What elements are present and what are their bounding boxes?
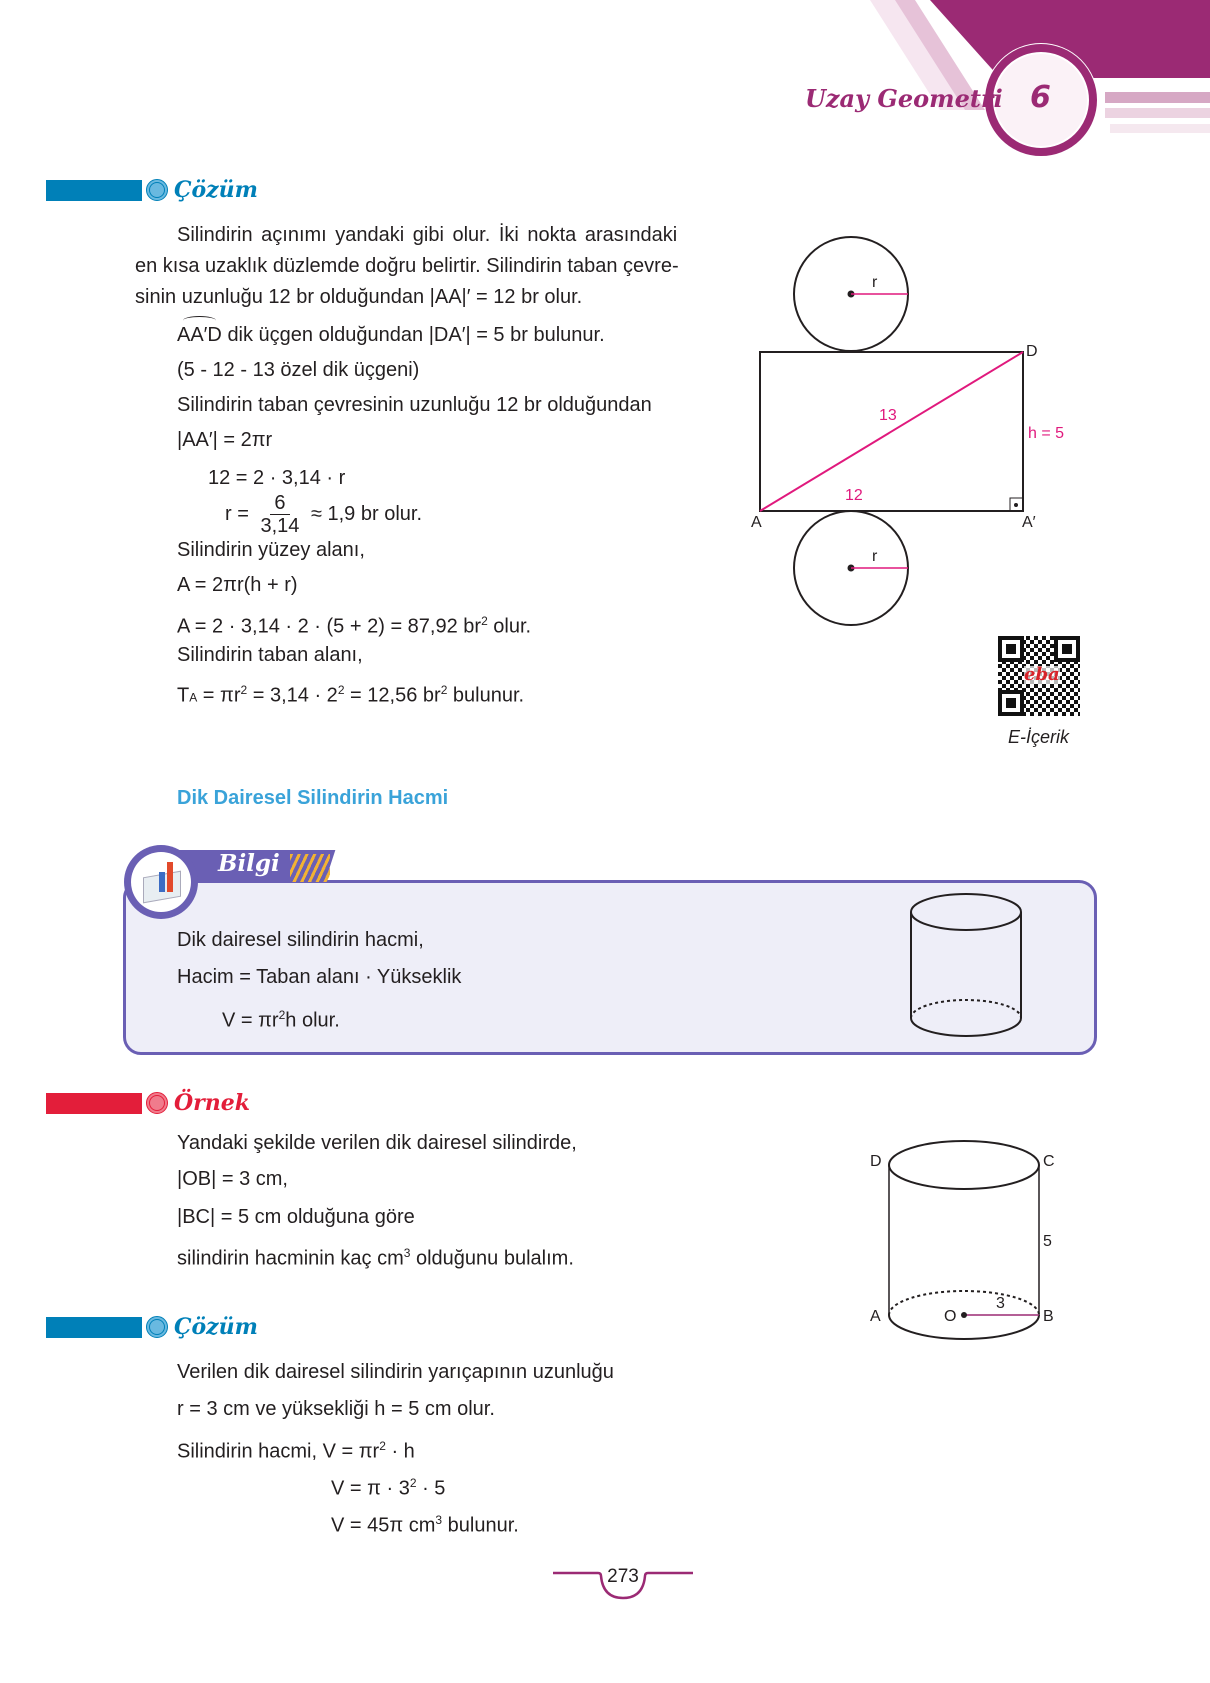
text-fragment: bulunur.: [442, 1514, 519, 1537]
point-label-o: O: [944, 1308, 957, 1325]
text-fragment: V = π · 3: [331, 1477, 410, 1500]
text-line: Silindirin taban çevresinin uzunluğu 12 br olduğundan: [177, 394, 652, 416]
diagonal-line: [760, 352, 1023, 511]
solution-header: [46, 177, 258, 203]
subscript: A: [189, 690, 198, 705]
exponent: 2: [440, 683, 448, 697]
example-header: [46, 1090, 250, 1116]
numerator: 6: [270, 492, 289, 515]
text-fragment: = 12,56 br: [344, 684, 441, 707]
text-fragment: · h: [385, 1440, 415, 1463]
text-line: |AA′| = 2πr: [177, 429, 273, 451]
solution-header: [46, 1314, 258, 1340]
text-fragment: olduğunu bulalım.: [410, 1247, 574, 1270]
bottom-ellipse-front: [889, 1315, 1039, 1339]
text-line: Dik dairesel silindirin hacmi,: [177, 929, 424, 951]
point-label-a: A: [870, 1308, 881, 1325]
text-fragment: h olur.: [285, 1009, 340, 1032]
target-icon: [146, 179, 168, 201]
point-label-d: D: [870, 1153, 882, 1170]
exponent: 2: [278, 1008, 286, 1022]
text-line: Silindirin taban alanı,: [177, 644, 363, 666]
e-content-caption[interactable]: E-İçerik: [1008, 727, 1070, 747]
center-point: [961, 1312, 967, 1318]
text-fragment: = 3,14 · 2: [247, 684, 338, 707]
section-label: Çözüm: [174, 1314, 258, 1340]
chapter-title: Uzay Geometri: [805, 84, 1003, 113]
exponent: 3: [435, 1513, 443, 1527]
text-line: |BC| = 5 cm olduğuna göre: [177, 1206, 415, 1228]
text-fragment: ≈ 1,9 br olur.: [310, 502, 423, 525]
chapter-number: 6: [1030, 80, 1051, 115]
text-line: en kısa uzaklık düzlemde doğru belirtir. Silindirin taban çevre-: [135, 255, 679, 277]
section-bar: [46, 180, 142, 201]
cylinder-icon: [905, 885, 1030, 1045]
radius-label: 3: [996, 1295, 1005, 1312]
text-line: [177, 323, 605, 347]
height-label: h = 5: [1028, 425, 1065, 442]
section-bar: [46, 1093, 142, 1114]
text-fragment: · 5: [416, 1477, 446, 1500]
text-line: [177, 678, 524, 710]
stripes-decoration: [290, 854, 330, 882]
diagonal-label: 13: [879, 407, 897, 424]
denominator: 3,14: [260, 515, 300, 537]
qr-finder: [1054, 636, 1080, 662]
eba-logo: eba: [1024, 664, 1060, 685]
text-line: (5 - 12 - 13 özel dik üçgeni): [177, 359, 420, 381]
fraction-line: [225, 492, 422, 537]
text-line: A = 2πr(h + r): [177, 574, 298, 596]
radius-label: r: [872, 548, 878, 565]
bottom-ellipse-back: [889, 1291, 1039, 1315]
top-ellipse: [889, 1141, 1039, 1189]
point-label-a-prime: A′: [1022, 514, 1036, 531]
chart-icon: [131, 852, 191, 912]
point-label-b: B: [1043, 1308, 1054, 1325]
page-number: 273: [607, 1566, 639, 1587]
text-line: Hacim = Taban alanı · Yükseklik: [177, 966, 462, 988]
right-angle-dot: [1014, 503, 1018, 507]
qr-finder: [998, 636, 1024, 662]
triangle-label: AA′D: [177, 324, 222, 346]
cylinder-figure: [860, 1130, 1080, 1350]
text-fragment: A = 2 · 3,14 · 2 · (5 + 2) = 87,92 br: [177, 615, 482, 638]
text-fragment: V = 45π cm: [331, 1514, 436, 1537]
section-bar: [46, 1317, 142, 1338]
exponent: 2: [240, 683, 248, 697]
text-line: [222, 1003, 340, 1033]
info-icon-ring: [124, 845, 198, 919]
point-label-d: D: [1026, 343, 1038, 360]
text-line: [177, 1434, 415, 1464]
text-line: [177, 1241, 574, 1271]
exponent: 2: [409, 1476, 417, 1490]
text-fragment: olur.: [487, 615, 532, 638]
text-fragment: r =: [225, 502, 249, 525]
text-fragment: bulunur.: [447, 684, 525, 707]
qr-code[interactable]: [998, 636, 1080, 716]
section-label: Örnek: [174, 1090, 250, 1116]
exponent: 2: [481, 614, 488, 628]
text-line: Silindirin açınımı yandaki gibi olur. İki nokta arasındaki: [177, 224, 678, 246]
text-line: Silindirin yüzey alanı,: [177, 539, 365, 561]
info-label: Bilgi: [218, 850, 280, 877]
height-label: 5: [1043, 1233, 1052, 1250]
cylinder-net-figure: [740, 220, 1110, 640]
text-line: [331, 1508, 519, 1538]
exponent: 2: [337, 683, 345, 697]
text-fragment: = πr: [197, 684, 241, 707]
text-line: [177, 609, 531, 639]
base-label: 12: [845, 487, 863, 504]
fraction: [260, 492, 299, 537]
exponent: 3: [403, 1246, 411, 1260]
text-fragment: V = πr: [222, 1009, 279, 1032]
text-line: sinin uzunluğu 12 br olduğundan |AA|′ = 12 br olur.: [135, 286, 583, 308]
text-fragment: T: [177, 684, 190, 707]
text-fragment: dik üçgen olduğundan |DA′| = 5 br bulunur.: [227, 324, 605, 346]
point-label-c: C: [1043, 1153, 1055, 1170]
text-line: Yandaki şekilde verilen dik dairesel silindirde,: [177, 1132, 577, 1154]
text-fragment: Silindirin hacmi, V = πr: [177, 1440, 380, 1463]
section-heading: Dik Dairesel Silindirin Hacmi: [177, 787, 449, 809]
section-label: Çözüm: [174, 177, 258, 203]
triangle-name: [177, 324, 222, 346]
target-icon: [146, 1092, 168, 1114]
text-line: Verilen dik dairesel silindirin yarıçapının uzunluğu: [177, 1361, 614, 1383]
text-fragment: silindirin hacminin kaç cm: [177, 1247, 404, 1270]
text-line: |OB| = 3 cm,: [177, 1168, 288, 1190]
qr-finder: [998, 690, 1024, 716]
text-line: 12 = 2 · 3,14 · r: [208, 467, 346, 489]
target-icon: [146, 1316, 168, 1338]
text-line: r = 3 cm ve yüksekliği h = 5 cm olur.: [177, 1398, 495, 1420]
text-line: [331, 1471, 445, 1501]
radius-label: r: [872, 274, 878, 291]
point-label-a: A: [751, 514, 762, 531]
exponent: 2: [379, 1439, 386, 1453]
